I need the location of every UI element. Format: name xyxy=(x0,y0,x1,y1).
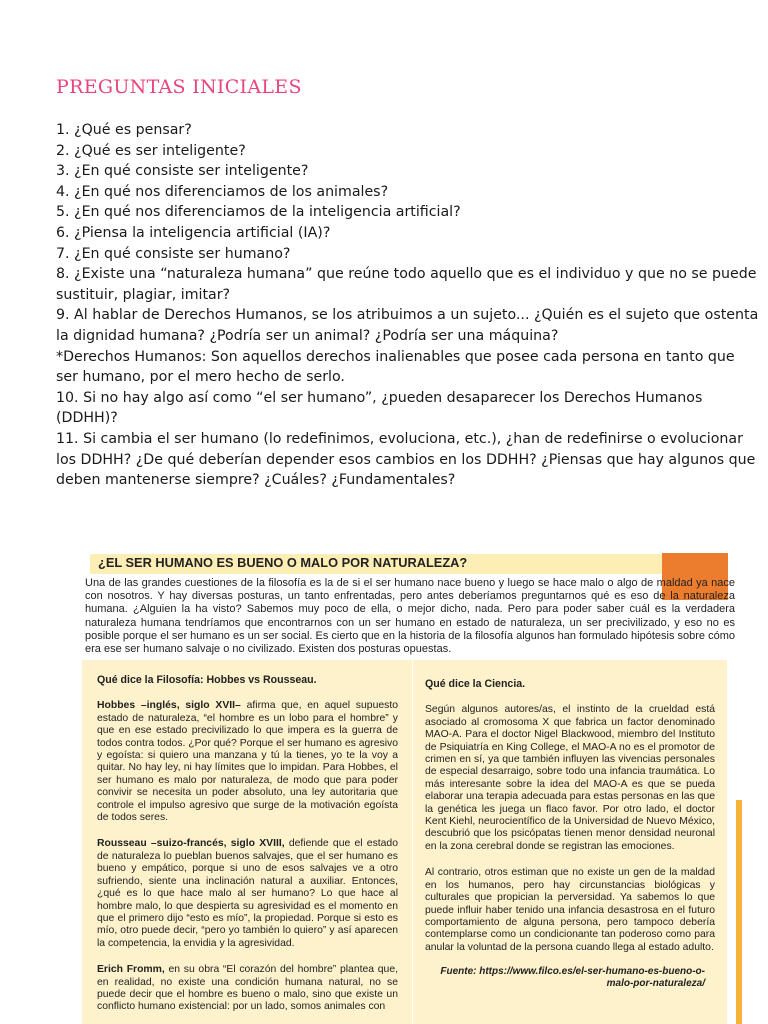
rousseau-text: defiende que el estado de naturaleza lo pueblan buenos salvajes, que el ser humano es bueno y empático, porque si uno de esos salvajes ve a otro sufriendo, siente una inclinación natural a auxiliar. Entonces, ¿qué es lo que hace malo al ser humano? Lo que hace al hombre malo, lo que despierta su agresividad es el momento en que el primero dijo “esto es mío”, la propiedad. Porque si esto es mío, otro puede decir, “pero yo también lo quiero” y así aparecen la competencia, la envidia y la agresividad. xyxy=(97,838,398,949)
decorative-stripe xyxy=(736,800,742,1024)
question-item: 8. ¿Existe una “naturaleza humana” que reúne todo aquello que es el individuo y que no se puede sustituir, plagiar, imitar? xyxy=(56,266,757,303)
philosophy-heading: Qué dice la Filosofía: Hobbes vs Rousseau. xyxy=(97,674,317,686)
question-item: 1. ¿Qué es pensar? xyxy=(56,122,192,138)
question-item: 6. ¿Piensa la inteligencia artificial (IA)? xyxy=(56,224,331,241)
fromm-paragraph xyxy=(97,964,398,1014)
question-item: 11. Si cambia el ser humano (lo redefinimos, evoluciona, etc.), ¿han de redefinirse o evolucionar los DDHH? ¿De qué deberían depender esos cambios en los DDHH? ¿Piensas que hay algunos que deben mantenerse siempre? ¿Cuáles? ¿Fundamentales? xyxy=(56,430,756,489)
question-item: 2. ¿Qué es ser inteligente? xyxy=(56,142,246,159)
hobbes-lead: Hobbes –inglés, siglo XVII– xyxy=(97,700,241,712)
science-paragraph-2: Al contrario, otros estiman que no existe un gen de la maldad en los humanos, pero hay circunstancias biológicas y culturales que propician la perversidad. Ya sabemos lo que puede influir haber tenido una infancia desastrosa en el futuro comportamiento de alguna persona, pero tampoco debería contemplarse como un condicionante tan poderoso como para anular la voluntad de la persona cuando llega al estado adulto. xyxy=(425,867,715,953)
page-title: PREGUNTAS INICIALES xyxy=(56,76,302,98)
rousseau-lead: Rousseau –suizo-francés, siglo XVIII, xyxy=(97,838,285,850)
article-title-banner xyxy=(90,554,702,574)
hobbes-paragraph xyxy=(97,700,398,824)
philosophy-panel xyxy=(82,660,412,1024)
question-item: 9. Al hablar de Derechos Humanos, se los atribuimos a un sujeto... ¿Quién es el sujeto que ostenta la dignidad humana? ¿Podría ser un animal? ¿Podría ser una máquina? xyxy=(56,307,759,344)
article-title: ¿EL SER HUMANO ES BUENO O MALO POR NATURALEZA? xyxy=(98,555,468,570)
rousseau-paragraph xyxy=(97,838,398,950)
question-item: 3. ¿En qué consiste ser inteligente? xyxy=(56,163,309,180)
science-heading: Qué dice la Ciencia. xyxy=(425,678,526,690)
source-credit: Fuente: https://www.filco.es/el-ser-humano-es-bueno-o-malo-por-naturaleza/ xyxy=(440,966,705,990)
article-intro: Una de las grandes cuestiones de la filosofía es la de si el ser humano nace bueno y luego se hace malo o algo de maldad ya nace con nosotros. Y hay diversas posturas, un tanto enfrentadas, pero antes deberíamos preguntarnos qué es eso de la naturaleza humana. ¿Alguien la ha visto? Sabemos muy poco de ella, o mejor dicho, nada. Pero para poder saber cuál es la verdadera naturaleza humana tendríamos que encontrarnos con un ser humano en estado de naturaleza, un ser precivilizado, y eso no es posible porque el ser humano es un ser social. Es cierto que en la historia de la filosofía algunos han formulado hipótesis sobre cómo era ese ser humano salvaje o no civilizado. Existen dos posturas opuestas. xyxy=(85,577,735,656)
question-list xyxy=(56,120,761,491)
fromm-lead: Erich Fromm, xyxy=(97,964,165,976)
definition-note: *Derechos Humanos: Son aquellos derechos inalienables que posee cada persona en tanto que ser humano, por el mero hecho de serlo. xyxy=(56,348,735,386)
science-paragraph-1: Según algunos autores/as, el instinto de la crueldad está asociado al cromosoma X que fabrica un factor denominado MAO-A. Para el doctor Nigel Blackwood, miembro del Instituto de Psiquiatría en King College, el MAO-A no es el promotor de crimen en sí, ya que también influyen las vivencias personales de especial desarraigo, sobre todo una infancia traumática. Lo más interesante sobre la idea del MAO-A es que se pueda elaborar una terapia adecuada para estas personas en las que la genética les juega un flaco favor. Por otro lado, el doctor Kent Kiehl, neurocientífico de la Universidad de Nuevo México, descubrió que los psicópatas tienen menor densidad neuronal en la zona cerebral donde se registran las emociones. xyxy=(425,704,715,852)
hobbes-text: afirma que, en aquel supuesto estado de naturaleza, “el hombre es un lobo para el hombre” y que en ese estado precivilizado lo que impera es la guerra de todos contra todos. ¿Por qué? Porque el ser humano es agresivo y egoísta: si quiero una manzana y tú la tienes, yo te la voy a quitar. No hay ley, ni hay límites que lo impidan. Para Hobbes, el ser humano es malo por naturaleza, de modo que para poder convivir se necesita un poder absoluto, una ley autoritaria que controle el impulso agresivo que surge de la motivación egoísta de todos seres. xyxy=(97,700,398,824)
fromm-text: en su obra “El corazón del hombre” plantea que, en realidad, no existe una condición humana natural, no se puede decir que el hombre es bueno o malo, sino que existe un conflicto humano existencial: por un lado, somos animales con xyxy=(97,964,398,1013)
question-item: 4. ¿En qué nos diferenciamos de los animales? xyxy=(56,183,389,200)
science-panel xyxy=(413,660,727,1024)
question-item: 10. Si no hay algo así como “el ser humano”, ¿pueden desaparecer los Derechos Humanos (DDHH)? xyxy=(56,389,703,427)
question-item: 5. ¿En qué nos diferenciamos de la inteligencia artificial? xyxy=(56,204,461,221)
question-item: 7. ¿En qué consiste ser humano? xyxy=(56,245,291,262)
